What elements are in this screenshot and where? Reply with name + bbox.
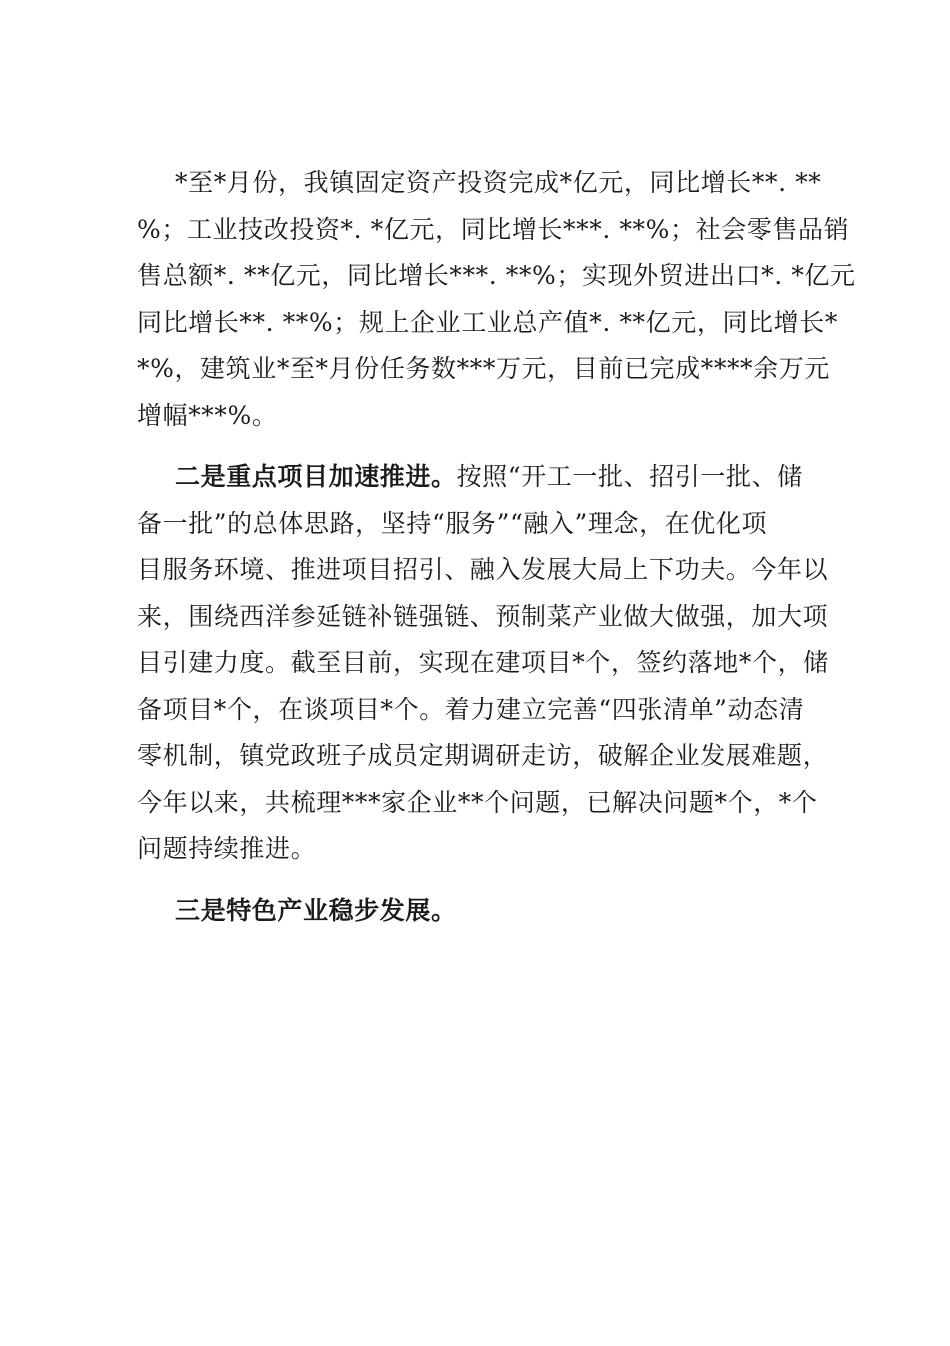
- text-line: 同比增长**. **%；规上企业工业总产值*. **亿元，同比增长*: [137, 307, 838, 337]
- text-line: %；工业技改投资*. *亿元，同比增长***. **%；社会零售品销: [137, 214, 850, 244]
- text-line: 备项目*个，在谈项目*个。着力建立完善“四张清单”动态清: [137, 694, 805, 724]
- text-line: *%，建筑业*至*月份任务数***万元，目前已完成****余万元: [137, 354, 830, 383]
- paragraph-characteristic-industry: [137, 888, 837, 935]
- text-line: 目服务环境、推进项目招引、融入发展大局上下功夫。今年以: [137, 555, 829, 584]
- text-line: 来，围绕西洋参延链补链强链、预制菜产业做大做强，加大项: [137, 601, 829, 631]
- text-line: [137, 454, 837, 501]
- text-line: 问题持续推进。: [137, 834, 317, 863]
- text-line: 备一批”的总体思路，坚持“服务”“融入”理念，在优化项: [137, 508, 768, 538]
- text-line: 目引建力度。截至目前，实现在建项目*个，签约落地*个，储: [137, 648, 829, 677]
- paragraph-investment-stats: [137, 160, 856, 439]
- document-page: [137, 160, 856, 934]
- section-heading: 三是特色产业稳步发展。: [175, 895, 457, 925]
- text-line: *至*月份，我镇固定资产投资完成*亿元，同比增长**. **: [175, 168, 822, 197]
- text-line: 零机制，镇党政班子成员定期调研走访，破解企业发展难题，: [137, 741, 829, 770]
- text-line: 售总额*. **亿元，同比增长***. **%；实现外贸进出口*. *亿元: [137, 261, 856, 290]
- paragraph-key-projects: [137, 454, 837, 873]
- section-heading: 二是重点项目加速推进。: [175, 462, 457, 491]
- text-line: 增幅***%。: [137, 400, 278, 430]
- text-line: 今年以来，共梳理***家企业**个问题，已解决问题*个，*个: [137, 787, 818, 817]
- text-run: 按照“开工一批、招引一批、储: [456, 462, 803, 491]
